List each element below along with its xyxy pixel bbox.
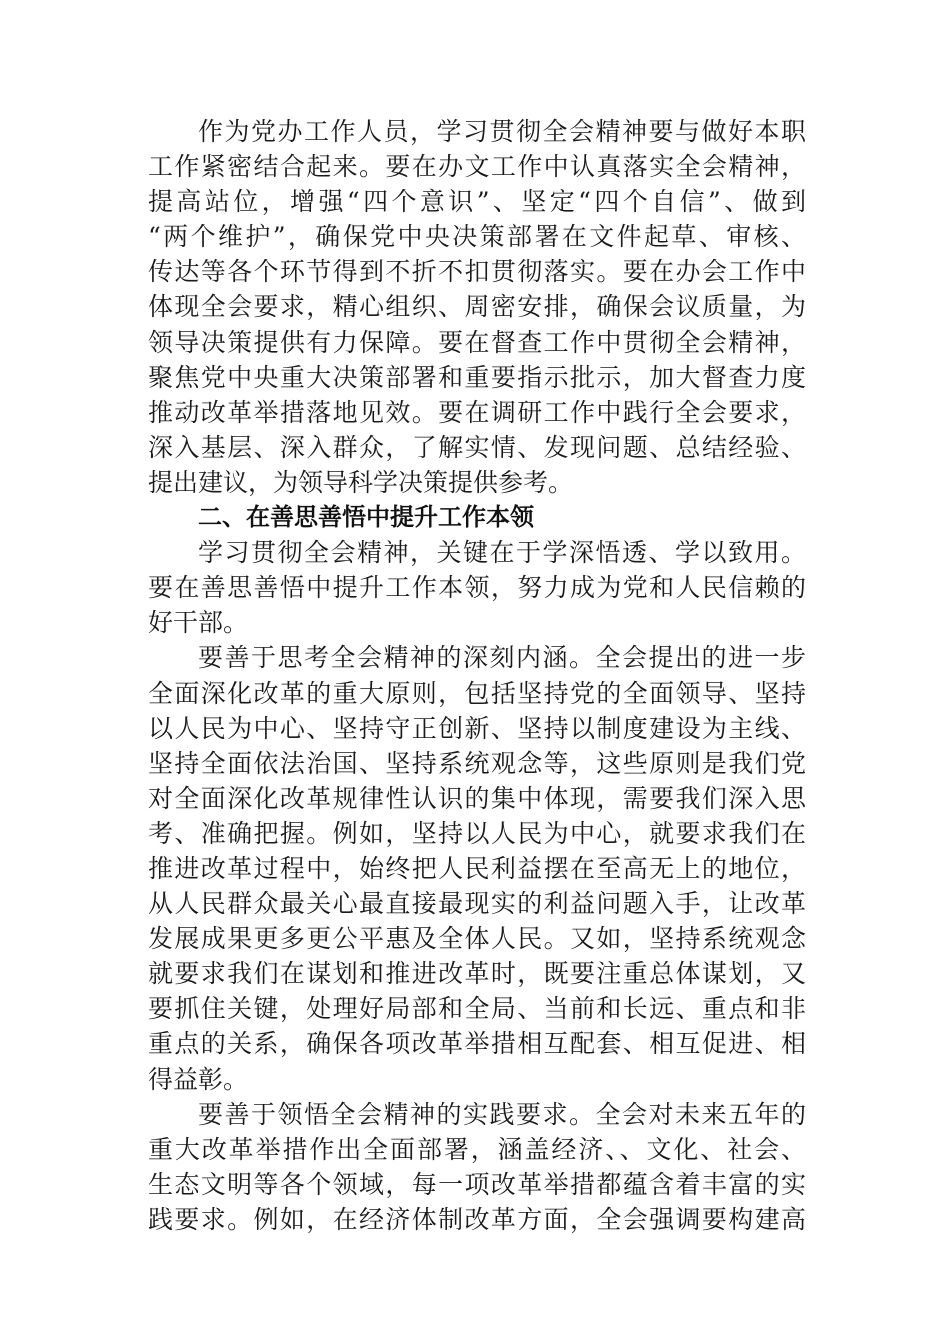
document-page	[148, 114, 806, 1237]
text-line: 要善于思考全会精神的深刻内涵。全会提出的进一步	[198, 643, 806, 673]
body-paragraph	[148, 114, 806, 500]
text-line: 全面深化改革的重大原则，包括坚持党的全面领导、坚持	[148, 678, 806, 708]
text-line: 学习贯彻全会精神，关键在于学深悟透、学以致用。	[198, 538, 806, 568]
text-line: “两个维护”，确保党中央决策部署在文件起草、审核、	[148, 222, 806, 252]
text-line: 推进改革过程中，始终把人民利益摆在至高无上的地位，	[148, 853, 806, 883]
text-line: 要抓住关键，处理好局部和全局、当前和长远、重点和非	[148, 994, 806, 1024]
text-line: 作为党办工作人员，学习贯彻全会精神要与做好本职	[198, 117, 806, 146]
text-line: 提出建议，为领导科学决策提供参考。	[148, 467, 574, 497]
text-line: 要善于领悟全会精神的实践要求。全会对未来五年的	[198, 1099, 806, 1129]
body-paragraph	[148, 1097, 806, 1237]
text-line: 践要求。例如，在经济体制改革方面，全会强调要构建高	[148, 1204, 806, 1234]
text-line: 从人民群众最关心最直接最现实的利益问题入手，让改革	[148, 889, 806, 919]
text-line: 就要求我们在谋划和推进改革时，既要注重总体谋划，又	[148, 959, 806, 989]
text-line: 传达等各个环节得到不折不扣贯彻落实。要在办会工作中	[148, 257, 806, 287]
text-line: 以人民为中心、坚持守正创新、坚持以制度建设为主线、	[148, 713, 806, 743]
text-line: 工作紧密结合起来。要在办文工作中认真落实全会精神，	[148, 152, 806, 182]
text-line: 深入基层、深入群众，了解实情、发现问题、总结经验、	[148, 432, 806, 462]
section-heading: 二、在善思善悟中提升工作本领	[198, 503, 534, 532]
text-line: 得益彰。	[148, 1064, 249, 1094]
text-line: 提高站位，增强“四个意识”、坚定“四个自信”、做到	[148, 187, 806, 217]
body-paragraph	[148, 535, 806, 640]
text-line: 考、准确把握。例如，坚持以人民为中心，就要求我们在	[148, 818, 806, 848]
text-line: 发展成果更多更公平惠及全体人民。又如，坚持系统观念	[148, 924, 806, 954]
text-line: 生态文明等各个领域，每一项改革举措都蕴含着丰富的实	[148, 1169, 806, 1199]
text-line: 坚持全面依法治国、坚持系统观念等，这些原则是我们党	[148, 748, 806, 778]
text-line: 领导决策提供有力保障。要在督查工作中贯彻全会精神，	[148, 327, 806, 357]
text-line: 体现全会要求，精心组织、周密安排，确保会议质量，为	[148, 292, 806, 322]
text-line: 重大改革举措作出全面部署，涵盖经济、、文化、社会、	[148, 1134, 806, 1164]
text-line: 重点的关系，确保各项改革举措相互配套、相互促进、相	[148, 1029, 806, 1059]
text-line: 聚焦党中央重大决策部署和重要指示批示，加大督查力度	[148, 362, 806, 392]
text-line: 对全面深化改革规律性认识的集中体现，需要我们深入思	[148, 783, 806, 813]
text-line: 好干部。	[148, 608, 249, 638]
body-paragraph	[148, 640, 806, 1096]
text-line: 要在善思善悟中提升工作本领，努力成为党和人民信赖的	[148, 573, 806, 603]
text-line: 推动改革举措落地见效。要在调研工作中践行全会要求，	[148, 397, 806, 427]
